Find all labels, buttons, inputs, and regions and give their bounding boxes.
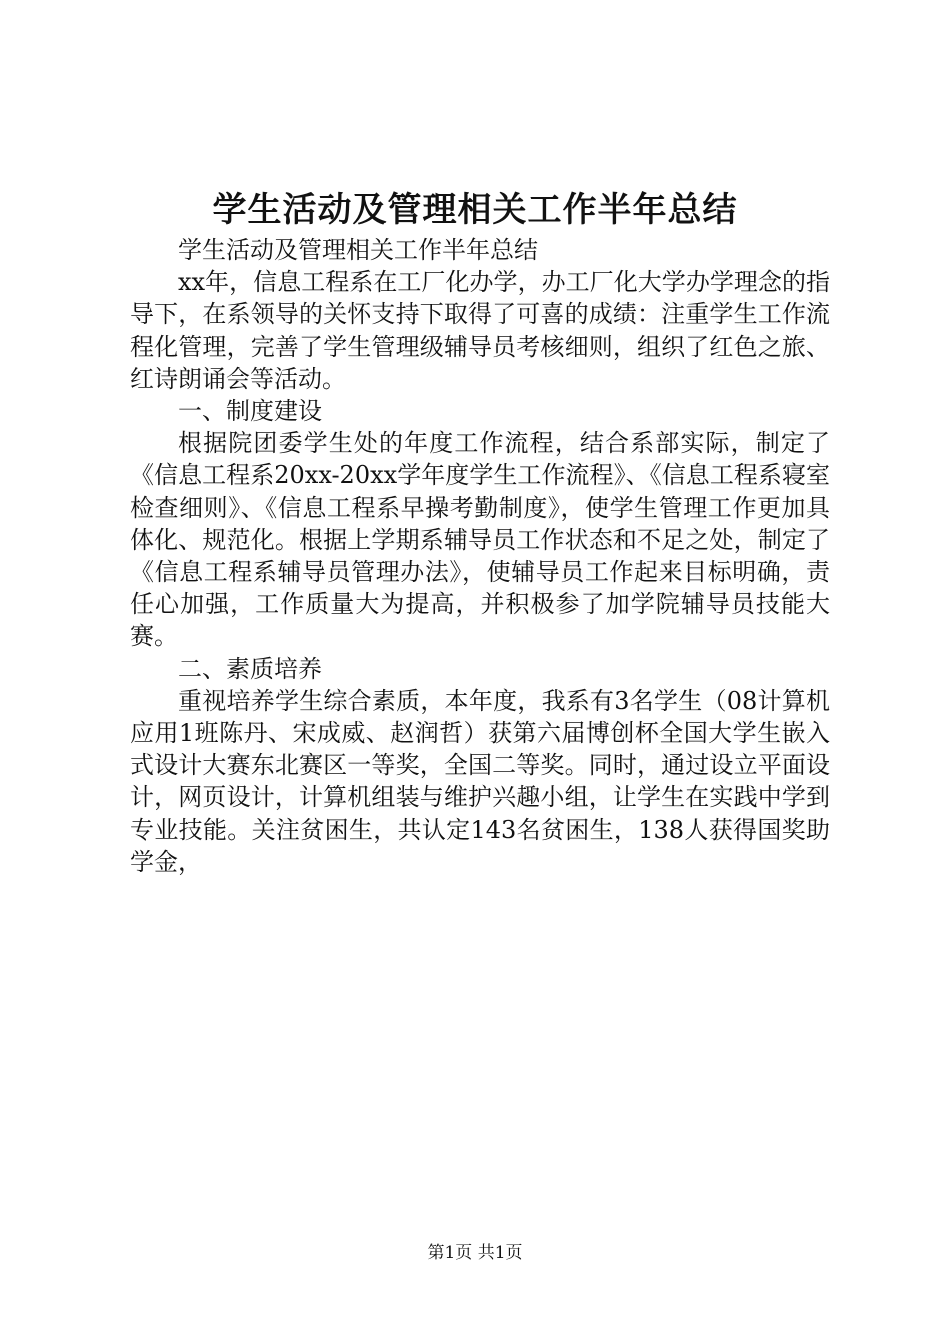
intro-paragraph: xx年，信息工程系在工厂化办学，办工厂化大学办学理念的指导下，在系领导的关怀支持下取得了可喜的成绩：注重学生工作流程化管理，完善了学生管理级辅导员考核细则，组织了红色之旅、红诗朗诵会等活动。	[130, 268, 830, 393]
subtitle-paragraph: 学生活动及管理相关工作半年总结	[178, 236, 538, 264]
page-footer: 第1页 共1页	[427, 1243, 523, 1263]
section-heading-system: 一、制度建设	[178, 397, 322, 426]
document-title: 学生活动及管理相关工作半年总结	[212, 190, 738, 230]
system-paragraph: 根据院团委学生处的年度工作流程，结合系部实际，制定了《信息工程系20xx-20xx学年度学生工作流程》、《信息工程系寝室检查细则》、《信息工程系早操考勤制度》，使学生管理工作更加具体化、规范化。根据上学期系辅导员工作状态和不足之处，制定了《信息工程系辅导员管理办法》，使辅导员工作起来目标明确，责任心加强，工作质量大为提高，并积极参了加学院辅导员技能大赛。	[130, 429, 830, 651]
section-heading-quality: 二、素质培养	[178, 654, 322, 683]
document-body	[130, 234, 830, 878]
quality-paragraph: 重视培养学生综合素质，本年度，我系有3名学生（08计算机应用1班陈丹、宋成威、赵润哲）获第六届博创杯全国大学生嵌入式设计大赛东北赛区一等奖，全国二等奖。同时，通过设立平面设计，网页设计，计算机组装与维护兴趣小组，让学生在实践中学到专业技能。关注贫困生，共认定143名贫困生，138人获得国奖助学金，	[130, 686, 830, 876]
